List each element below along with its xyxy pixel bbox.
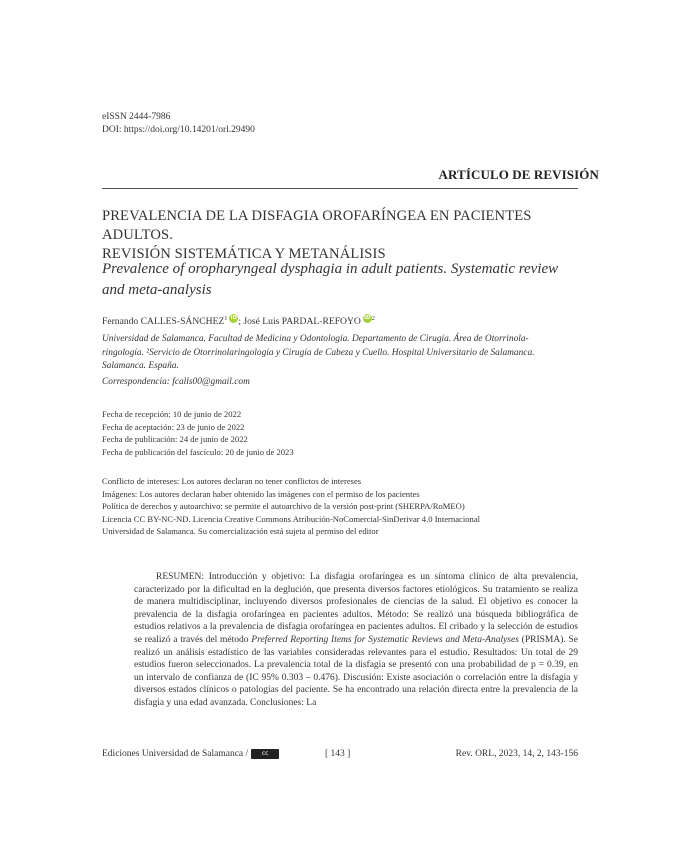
- title-es-line2: REVISIÓN SISTEMÁTICA Y METANÁLISIS: [102, 246, 386, 262]
- correspondence: Correspondencia: fcalls00@gmail.com: [102, 377, 250, 387]
- dates-block: [102, 408, 294, 458]
- date-published: Fecha de publicación: 24 de junio de 2022: [102, 434, 248, 445]
- date-received: Fecha de recepción: 10 de junio de 2022: [102, 409, 242, 419]
- author-separator: ;: [238, 316, 244, 328]
- images-note: Imágenes: Los autores declaran haber obtenido las imágenes con el permiso de los pacientes: [102, 488, 420, 499]
- affiliation-line2: ringología. ²Servicio de Otorrinolaringología y Cirugía de Cabeza y Cuello. Hospital Universitario de Salamanca.: [102, 347, 535, 358]
- affiliations: [102, 333, 580, 374]
- conflict-of-interest: Conflicto de intereses: Los autores declaran no tener conflictos de intereses: [102, 476, 362, 486]
- header-rule: [102, 188, 578, 189]
- title-en-line2: and meta-analysis: [102, 281, 212, 298]
- orcid-icon[interactable]: iD: [230, 315, 238, 321]
- rights-policy: Política de derechos y autoarchivo: se permite el autoarchivo de la versión post-print (SHERPA/RoMEO): [102, 501, 465, 512]
- commercial-note: Universidad de Salamanca. Su comercialización está sujeta al permiso del editor: [102, 526, 379, 537]
- header-identifiers: [102, 111, 255, 137]
- affiliation-line1: Universidad de Salamanca. Facultad de Medicina y Odontología. Departamento de Cirugía. Área de Otorrinola-: [102, 334, 529, 344]
- orcid-icon[interactable]: iD: [364, 315, 371, 321]
- title-en-line1: Prevalence of oropharyngeal dysphagia in adult patients. Systematic review: [102, 261, 559, 277]
- eissn: eISSN 2444-7986: [102, 112, 171, 122]
- authors: [102, 316, 582, 327]
- abstract-text-2: (PRISMA). Se realizó un análisis estadístico de las variables consideradas relevantes para el estudio. Resultados: Un total de 29 estudios fueron seleccionados. La prevalencia total de la disfagia se presentó con una probabilidad de p = 0.39, en un intervalo de confianza de (IC 95% 0.303 – 0.476). Discusión: Existe asociación o correlación entre la disfagia y diversos estados clínicos o patologías del paciente. Se ha encontrado una relación directa entre la prevalencia de la disfagia y una edad avanzada. Conclusiones: La: [134, 634, 579, 708]
- publisher-name: Ediciones Universidad de Salamanca /: [102, 749, 249, 760]
- doi-link[interactable]: DOI: https://doi.org/10.14201/orl.29490: [102, 125, 255, 135]
- affiliation-line3: Salamanca. España.: [102, 361, 179, 371]
- title-spanish: [102, 207, 592, 264]
- article-info-block: [102, 475, 480, 538]
- date-issue-published: Fecha de publicación del fascículo: 20 de junio de 2023: [102, 446, 294, 457]
- title-es-line1: PREVALENCIA DE LA DISFAGIA OROFARÍNGEA EN PACIENTES ADULTOS.: [102, 208, 532, 243]
- author-2-affil: 2: [371, 316, 375, 322]
- author-2: José Luis PARDAL-REFOYO: [243, 316, 361, 328]
- section-label: ARTÍCULO DE REVISIÓN: [438, 167, 599, 182]
- footer-publisher: [102, 749, 279, 759]
- abstract-italic: Preferred Reporting Items for Systematic Reviews and Meta-Analyses: [251, 634, 519, 645]
- citation: Rev. ORL, 2023, 14, 2, 143-156: [455, 749, 578, 759]
- page-number: [ 143 ]: [325, 749, 351, 759]
- abstract-paragraph: [134, 571, 578, 710]
- date-accepted: Fecha de aceptación: 23 de junio de 2022: [102, 421, 245, 432]
- author-1: Fernando CALLES-SÁNCHEZ: [102, 316, 225, 328]
- author-1-affil: 1: [224, 316, 228, 322]
- license: Licencia CC BY-NC-ND. Licencia Creative Commons Atribución-NoComercial-SinDerivar 4.0 Internacional: [102, 513, 481, 524]
- abstract: [134, 571, 578, 710]
- cc-license-icon: cc: [251, 749, 279, 759]
- title-english: [102, 259, 592, 300]
- abstract-text-1: RESUMEN: Introducción y objetivo: La disfagia orofaríngea es un síntoma clínico de alta prevalencia, caracterizado por la dificultad en la deglución, que presenta diversos factores etiológicos. Su tratamiento se realiza de manera multidisciplinar, incluyendo diversos profesionales de ciencias de la salud. El objetivo es conocer la prevalencia de la disfagia orofaríngea en pacientes adultos. Método: Se realizó una búsqueda bibliográfica de estudios relativos a la prevalencia de disfagia orofaríngea en pacientes adultos. El cribado y la selección de estudios se realizó a través del método: [134, 572, 578, 645]
